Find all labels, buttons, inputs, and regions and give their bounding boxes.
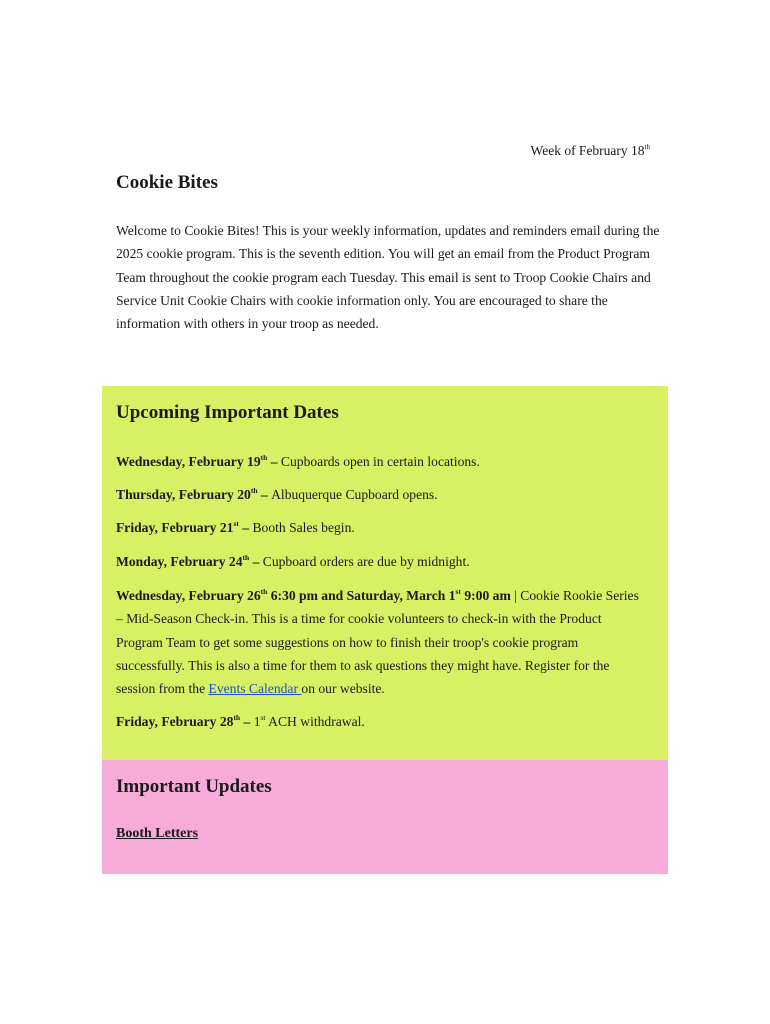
date-suffix: th bbox=[233, 713, 241, 722]
date-description: ACH withdrawal. bbox=[265, 714, 365, 729]
upcoming-dates-heading: Upcoming Important Dates bbox=[116, 402, 339, 423]
week-date-suffix: th bbox=[644, 143, 650, 151]
checkin-description-end: on our website. bbox=[301, 681, 385, 697]
date-suffix: th bbox=[260, 587, 268, 596]
date-separator: – bbox=[240, 714, 254, 729]
page-title: Cookie Bites bbox=[116, 172, 218, 193]
time-label: 9:00 am bbox=[460, 588, 511, 603]
date-description: Booth Sales begin. bbox=[252, 520, 355, 535]
upcoming-dates-section bbox=[102, 386, 668, 760]
date-separator: – bbox=[267, 454, 281, 469]
date-label: Wednesday, February 26 bbox=[116, 588, 261, 603]
date-suffix: th bbox=[250, 486, 258, 495]
date-suffix: th bbox=[242, 553, 250, 562]
date-separator: – bbox=[257, 487, 272, 502]
week-date-line bbox=[531, 143, 650, 159]
date-label: Monday, February 24 bbox=[116, 554, 243, 569]
week-date-text: Week of February 18 bbox=[530, 143, 645, 158]
date-label: Friday, February 28 bbox=[116, 714, 234, 729]
checkin-date-item bbox=[116, 584, 646, 700]
date-label: Wednesday, February 19 bbox=[116, 454, 261, 469]
events-calendar-link[interactable]: Events Calendar bbox=[208, 681, 302, 697]
date-item bbox=[116, 550, 646, 573]
booth-letters-link[interactable]: Booth Letters bbox=[116, 826, 199, 841]
ordinal-number: 1 bbox=[253, 714, 261, 729]
ordinal-suffix: st bbox=[260, 713, 266, 722]
date-description: Albuquerque Cupboard opens. bbox=[271, 487, 438, 502]
date-item bbox=[116, 450, 646, 473]
important-updates-heading: Important Updates bbox=[116, 776, 272, 797]
date-separator: – bbox=[238, 520, 253, 535]
date-label: Thursday, February 20 bbox=[116, 487, 251, 502]
date-item bbox=[116, 516, 646, 539]
date-label-continued: 6:30 pm and Saturday, March 1 bbox=[267, 588, 456, 603]
date-suffix: st bbox=[233, 519, 239, 528]
date-suffix: st bbox=[455, 587, 461, 596]
date-separator: – bbox=[249, 554, 263, 569]
date-label: Friday, February 21 bbox=[116, 520, 234, 535]
date-item bbox=[116, 483, 646, 506]
date-item bbox=[116, 710, 646, 733]
intro-paragraph: Welcome to Cookie Bites! This is your weekly information, updates and reminders email during the 2025 cookie program. This is the seventh edition. You will get an email from the Product Program Team throughout the cookie program each Tuesday. This email is sent to Troop Cookie Chairs and Service Unit Cookie Chairs with cookie information only. You are encouraged to share the information with others in your troop as needed. bbox=[116, 223, 660, 332]
date-description: Cupboard orders are due by midnight. bbox=[262, 554, 470, 569]
date-description: Cupboards open in certain locations. bbox=[280, 454, 480, 469]
date-suffix: th bbox=[260, 453, 268, 462]
checkin-description: | Cookie Rookie Series – Mid-Season Check-in. This is a time for cookie volunteers to check-in with the Product Program Team to get some suggestions on how to finish their troop's cookie program successfully. This is also a time for them to ask questions they might have. Register for the session from the bbox=[116, 588, 639, 697]
important-updates-section bbox=[102, 760, 668, 874]
